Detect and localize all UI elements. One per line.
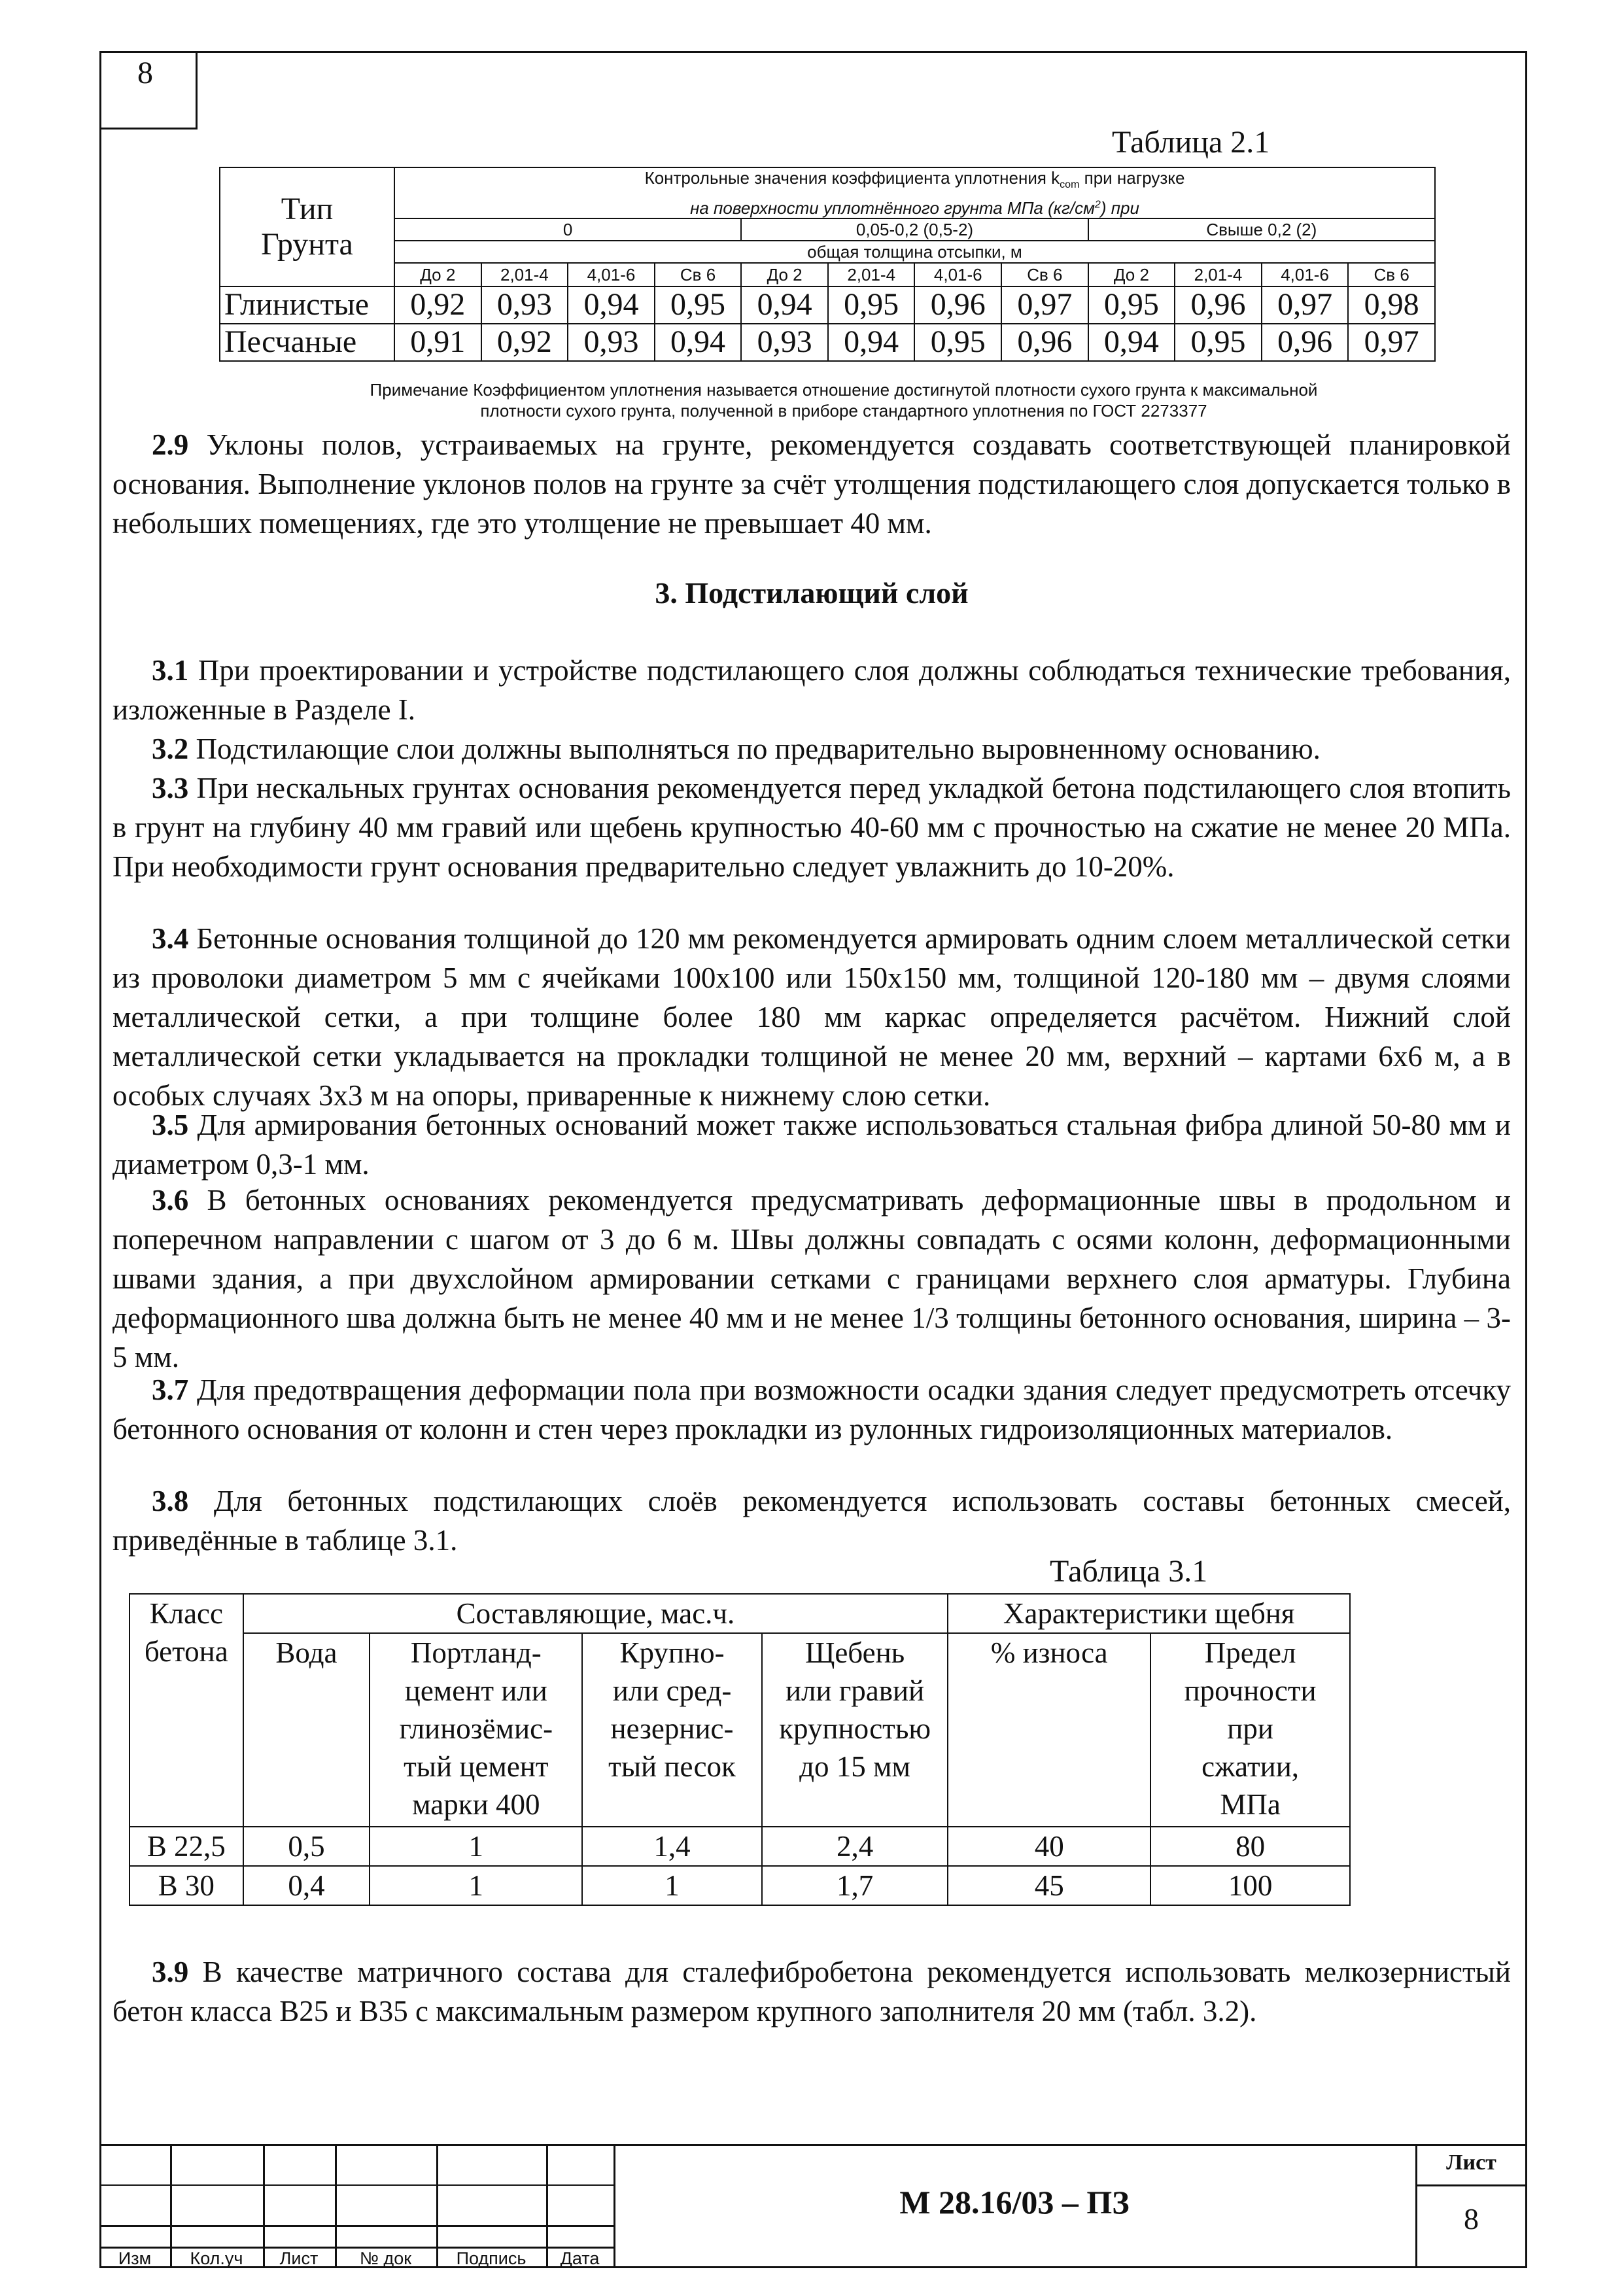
table21-cell: 0,96	[1001, 324, 1088, 361]
table31-cell: 40	[948, 1827, 1150, 1866]
table21-thickness-col: До 2	[1088, 263, 1175, 286]
table21-cell: 0,91	[394, 324, 481, 361]
table21-row	[220, 286, 1435, 324]
title-block	[99, 2144, 1527, 2268]
table21-cell: 0,96	[914, 286, 1001, 324]
table21-cell: 0,95	[914, 324, 1001, 361]
table21-thickness-col: Св 6	[1001, 263, 1088, 286]
table31-col-header: Вода	[243, 1633, 370, 1827]
stamp-sheet-number: 8	[1464, 2202, 1479, 2235]
table21-cell: 0,97	[1262, 286, 1349, 324]
table21-cell: 0,98	[1348, 286, 1435, 324]
table31-components-header: Составляющие, мас.ч.	[243, 1594, 948, 1633]
section-title: 3. Подстилающий слой	[655, 576, 969, 610]
table21-note	[255, 379, 1432, 421]
table21-thickness-col: 2,01-4	[481, 263, 568, 286]
table21-load-group: 0	[394, 218, 741, 241]
table21-cell: 0,94	[741, 286, 828, 324]
stamp-label-date: Дата	[560, 2249, 600, 2268]
page-number: 8	[137, 56, 153, 90]
table21-thickness-label: общая толщина отсыпки, м	[394, 241, 1435, 263]
table21-load-group: 0,05-0,2 (0,5-2)	[741, 218, 1088, 241]
table21-row-name: Песчаные	[220, 324, 394, 361]
paragraph-3-8: 3.8 Для бетонных подстилающих слоёв рекомендуется использовать составы бетонных смесей, приведённые в таблице 3.1.	[112, 1485, 1511, 1557]
table21-type-header: Тип Грунта	[220, 167, 394, 286]
table21-thickness-col: Св 6	[1348, 263, 1435, 286]
table31-cell: 45	[948, 1866, 1150, 1905]
table21-note-line2: плотности сухого грунта, полученной в приборе стандартного уплотнения по ГОСТ 2273377	[480, 401, 1207, 421]
table21-row	[220, 324, 1435, 361]
table21-main-header: Контрольные значения коэффициента уплотнения $k_{com}$ при нагрузке на поверхности уплотнённого грунта МПа $(кг/см^2)$ при	[394, 167, 1435, 218]
table21-cell: 0,92	[481, 324, 568, 361]
table21-cell: 0,94	[568, 286, 655, 324]
stamp-label-sheet: Лист	[279, 2249, 319, 2268]
table31-row	[130, 1866, 1350, 1905]
paragraph-3-1: 3.1 При проектировании и устройстве подстилающего слоя должны соблюдаться технические требования, изложенные в Разделе I.	[112, 654, 1511, 726]
table31-cell: 1	[582, 1866, 762, 1905]
paragraph-3-3: 3.3 При нескальных грунтах основания рекомендуется перед укладкой бетона подстилающего слоя втопить в грунт на глубину 40 мм гравий или щебень крупностью 40-60 мм с прочностью на сжатие не менее 20 МПа. При необходимости грунт основания предварительно следует увлажнить до 10-20%.	[112, 772, 1511, 883]
table21-thickness-col: 2,01-4	[828, 263, 915, 286]
table31-row-name: В 22,5	[130, 1827, 243, 1866]
table21-cell: 0,96	[1175, 286, 1262, 324]
table21-cell: 0,94	[1088, 324, 1175, 361]
table31-col-header: Щебень или гравий крупностью до 15 мм	[762, 1633, 948, 1827]
paragraph-3-6: 3.6 В бетонных основаниях рекомендуется предусматривать деформационные швы в продольном и поперечном направлении с шагом от 3 до 6 м. Швы должны совпадать с осями колонн, деформационными швами здания, а при двухслойном армировании сетками с границами верхнего слоя арматуры. Глубина деформационного шва должна быть не менее 40 мм и не менее 1/3 толщины бетонного основания, ширина – 3-5 мм.	[112, 1184, 1511, 1373]
table21-cell: 0,97	[1001, 286, 1088, 324]
table21-cell: 0,93	[568, 324, 655, 361]
paragraph-3-7: 3.7 Для предотвращения деформации пола при возможности осадки здания следует предусмотреть отсечку бетонного основания от колонн и стен через прокладки из рулонных гидроизоляционных материалов.	[112, 1373, 1511, 1445]
table21-thickness-col: 2,01-4	[1175, 263, 1262, 286]
table-2-1	[219, 167, 1436, 362]
table31-cell: 1	[370, 1827, 582, 1866]
table21-note-line1: Примечание Коэффициентом уплотнения называется отношение достигнутой плотности сухого грунта к максимальной	[370, 380, 1318, 400]
stamp-label-docno: № док	[359, 2249, 412, 2268]
table31-cell: 0,5	[243, 1827, 370, 1866]
table21-thickness-col: До 2	[741, 263, 828, 286]
stamp-top-line	[99, 2144, 1527, 2146]
paragraph-3-9: 3.9 В качестве матричного состава для сталефибробетона рекомендуется использовать мелкозернистый бетон класса В25 и В35 с максимальным размером крупного заполнителя 20 мм (табл. 3.2).	[112, 1956, 1511, 2028]
stamp-doc-code: М 28.16/03 – ПЗ	[899, 2184, 1130, 2220]
table31-cell: 1,4	[582, 1827, 762, 1866]
table21-cell: 0,93	[481, 286, 568, 324]
table21-cell: 0,95	[1088, 286, 1175, 324]
table31-cell: 80	[1150, 1827, 1350, 1866]
table31-col-header: Портланд- цемент или глинозёмис- тый цемент марки 400	[370, 1633, 582, 1827]
table31-caption: Таблица 3.1	[1050, 1554, 1208, 1589]
paragraph-3-2: 3.2 Подстилающие слои должны выполняться по предварительно выровненному основанию.	[152, 733, 1321, 765]
stamp-label-signature: Подпись	[456, 2249, 527, 2268]
table21-thickness-col: Св 6	[655, 263, 742, 286]
stamp-sheet-label: Лист	[1446, 2150, 1496, 2175]
paragraph-2-9: 2.9 Уклоны полов, устраиваемых на грунте, рекомендуется создавать соответствующей планировкой основания. Выполнение уклонов полов на грунте за счёт утолщения подстилающего слоя допускается только в небольших помещениях, где это утолщение не превышает 40 мм.	[112, 428, 1511, 540]
table21-load-group: Свыше 0,2 (2)	[1088, 218, 1435, 241]
table21-cell: 0,95	[655, 286, 742, 324]
table31-cell: 100	[1150, 1866, 1350, 1905]
table21-cell: 0,93	[741, 324, 828, 361]
table21-caption: Таблица 2.1	[1112, 125, 1270, 160]
table21-row-name: Глинистые	[220, 286, 394, 324]
table31-col-header: Предел прочности при сжатии, МПа	[1150, 1633, 1350, 1827]
table31-gravel-header: Характеристики щебня	[948, 1594, 1350, 1633]
table21-cell: 0,92	[394, 286, 481, 324]
table21-cell: 0,97	[1348, 324, 1435, 361]
table31-row	[130, 1827, 1350, 1866]
table31-cell: 0,4	[243, 1866, 370, 1905]
stamp-grid-line	[99, 2184, 613, 2186]
table21-cell: 0,96	[1262, 324, 1349, 361]
table31-class-header: Класс бетона	[130, 1594, 243, 1827]
table21-cell: 0,94	[655, 324, 742, 361]
table21-thickness-col: 4,01-6	[568, 263, 655, 286]
table31-cell: 1,7	[762, 1866, 948, 1905]
paragraph-3-4: 3.4 Бетонные основания толщиной до 120 мм рекомендуется армировать одним слоем металлической сетки из проволоки диаметром 5 мм с ячейками 100x100 или 150x150 мм, толщиной 120-180 мм – двумя слоями металлической сетки, а при толщине более 180 мм каркас определяется расчётом. Нижний слой металлической сетки укладывается на прокладки толщиной не менее 20 мм, верхний – картами 6x6 м, а в особых случаях 3x3 м на опоры, приваренные к нижнему слою сетки.	[112, 922, 1511, 1112]
table21-cell: 0,94	[828, 324, 915, 361]
table-3-1	[129, 1593, 1351, 1906]
table31-col-header: % износа	[948, 1633, 1150, 1827]
table21-thickness-col: 4,01-6	[914, 263, 1001, 286]
table31-col-header: Крупно- или сред- незернис- тый песок	[582, 1633, 762, 1827]
paragraph-3-5: 3.5 Для армирования бетонных оснований может также использоваться стальная фибра длиной 50-80 мм и диаметром 0,3-1 мм.	[112, 1109, 1511, 1181]
page-number-box	[99, 51, 198, 129]
table31-cell: 1	[370, 1866, 582, 1905]
table31-row-name: В 30	[130, 1866, 243, 1905]
stamp-label-change: Изм	[118, 2249, 152, 2268]
table21-cell: 0,95	[1175, 324, 1262, 361]
table21-thickness-col: До 2	[394, 263, 481, 286]
table21-thickness-col: 4,01-6	[1262, 263, 1349, 286]
table21-cell: 0,95	[828, 286, 915, 324]
stamp-grid-line	[99, 2225, 613, 2227]
table31-cell: 2,4	[762, 1827, 948, 1866]
stamp-label-qty: Кол.уч	[190, 2249, 243, 2268]
stamp-sheet-line	[1415, 2184, 1527, 2186]
